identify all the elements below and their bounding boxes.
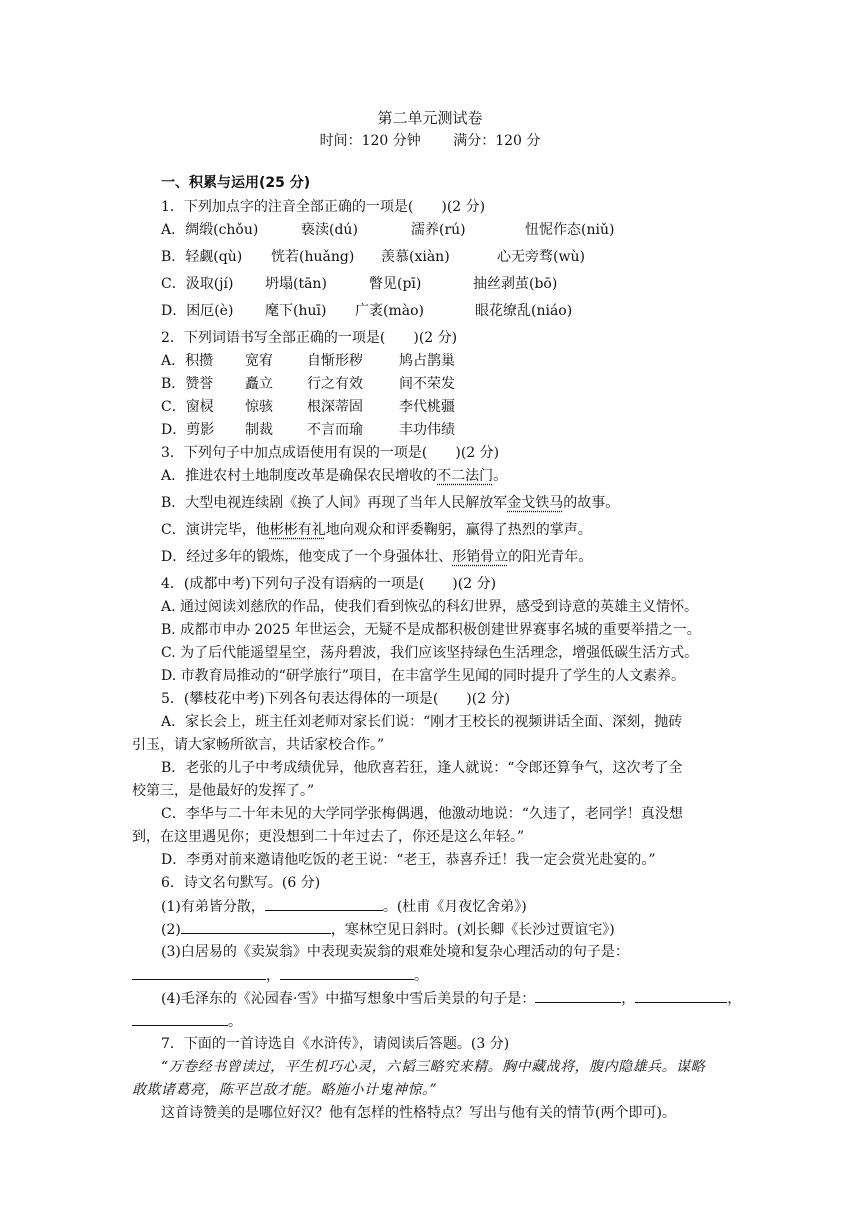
q5-option-d: D．李勇对前来邀请他吃饭的老王说：“老王，恭喜乔迁！我一定会赏光赴宴的。” [161, 852, 656, 868]
q3-stem: 3．下列句子中加点成语使用有误的一项是( )(2 分) [161, 445, 500, 461]
q1-option-b [161, 247, 585, 267]
q6-line1 [161, 896, 527, 917]
q3-c-pre: C．演讲完毕，他 [161, 522, 270, 538]
q6-l4-text: (4)毛泽东的《沁园春·雪》中描写想象中雪后美景的句子是： [161, 991, 536, 1007]
q1-a-1: A．绸缎(chǒu) [161, 222, 259, 238]
q2-option-a [161, 351, 455, 371]
q5-option-a-line1: A．家长会上，班主任刘老师对家长们说：“刚才王校长的视频讲话全面、深刻，抛砖 [161, 714, 683, 730]
q3-a-post: 。 [493, 468, 508, 484]
q3-a-pre: A．推进农村土地制度改革是确保农民增收的 [161, 468, 438, 484]
q3-c-post: 地向观众和评委鞠躬，赢得了热烈的掌声。 [325, 522, 592, 538]
q6-blank-3[interactable] [132, 965, 266, 980]
q1-d-1: D．困厄(è) [161, 303, 234, 319]
q5-option-b-line1: B．老张的儿子中考成绩优异，他欣喜若狂，逢人就说：“令郎还算争气，这次考了全 [161, 760, 683, 776]
q6-blank-5[interactable] [535, 988, 621, 1003]
exam-meta [0, 130, 860, 150]
q2-c-2: 惊骇 [245, 399, 273, 415]
q6-blank-1[interactable] [265, 896, 383, 911]
q3-b-pre: B．大型电视连续剧《换了人间》再现了当年人民解放军 [161, 495, 508, 511]
q1-option-a [161, 220, 614, 240]
q3-option-c [161, 520, 592, 540]
q6-blank-6[interactable] [635, 988, 727, 1003]
q1-d-2: 麾下(huī) [265, 303, 327, 319]
q3-d-idiom: 形销骨立 [452, 549, 509, 565]
q6-l2-post: ，寒林空见日斜时。(刘长卿《长沙过贾谊宅》) [330, 922, 615, 938]
q2-stem-text: 2．下列词语书写全部正确的一项是( )(2 分) [161, 330, 458, 346]
q1-c-4: 抽丝剥茧(bō) [473, 276, 558, 292]
q3-option-d [161, 547, 592, 567]
q4-option-c: C. 为了后代能遥望星空，荡舟碧波，我们应该坚持绿色生活理念，增强低碳生活方式。 [161, 645, 699, 661]
q1-stem: 1．下列加点字的注音全部正确的一项是( )(2 分) [161, 199, 486, 215]
q6-line3b [132, 965, 428, 986]
q1-b-3: 羡慕(xiàn) [381, 249, 450, 265]
q7-poem-line1: “万卷经书曾读过，平生机巧心灵，六韬三略究来精。胸中藏战将，腹内隐雄兵。谋略 [161, 1059, 706, 1075]
q3-a-idiom: 不二法门 [437, 468, 494, 484]
q3-c-idiom: 彬彬有礼 [269, 522, 326, 538]
q6-l4-sep1: ， [621, 991, 636, 1007]
q2-option-b [161, 374, 455, 394]
q2-c-1: C．窗棂 [161, 399, 214, 415]
q7-stem: 7．下面的一首诗选自《水浒传》，请阅读后答题。(3 分) [161, 1036, 510, 1052]
q2-c-4: 李代桃疆 [399, 399, 455, 415]
q2-a-2: 宽宥 [245, 353, 273, 369]
q1-d-4: 眼花缭乱(niáo) [475, 303, 573, 319]
q6-blank-2[interactable] [181, 919, 331, 934]
q2-b-4: 间不荣发 [399, 376, 455, 392]
q5-option-c-line1: C．李华与二十年未见的大学同学张梅偶遇，他激动地说：“久违了，老同学！真没想 [161, 806, 683, 822]
q1-c-1: C．汲取(jí) [161, 276, 234, 292]
q5-stem: 5．(攀枝花中考)下列各句表达得体的一项是( )(2 分) [161, 691, 511, 707]
q7-poem-line2: 敢欺诸葛亮，陈平岂敌才能。略施小计鬼神惊。” [132, 1082, 438, 1098]
q1-a-3: 濡养(rú) [411, 222, 466, 238]
q3-b-post: 的故事。 [563, 495, 620, 511]
q2-c-3: 根深蒂固 [307, 399, 363, 415]
q2-b-2: 矗立 [245, 376, 273, 392]
q6-l4-sep2: ， [727, 991, 742, 1007]
q3-option-a [161, 466, 507, 486]
q4-option-d: D. 市教育局推动的“研学旅行”项目，在丰富学生见闻的同时提升了学生的人文素养。 [161, 668, 685, 684]
q1-b-1: B．轻觑(qù) [161, 249, 243, 265]
q1-b-4: 心无旁骛(wù) [497, 249, 585, 265]
q5-option-c-line2: 到，在这里遇见你；更没想到二十年过去了，你还是这么年轻。” [132, 829, 525, 845]
section-heading: 一、积累与运用(25 分) [161, 175, 311, 191]
q2-b-3: 行之有效 [307, 376, 363, 392]
q6-line4b [132, 1011, 242, 1032]
q6-l1-pre: (1)有弟皆分散， [161, 899, 265, 915]
q6-l4-end: 。 [228, 1014, 242, 1030]
q6-stem: 6．诗文名句默写。(6 分) [161, 875, 321, 891]
q4-stem: 4．(成都中考)下列句子没有语病的一项是( )(2 分) [161, 576, 497, 592]
q5-option-a-line2: 引玉，请大家畅所欲言，共话家校合作。” [132, 737, 385, 753]
q2-option-c [161, 397, 455, 417]
q6-l3b-sep: ， [266, 968, 280, 984]
q6-line3: (3)白居易的《卖炭翁》中表现卖炭翁的艰难处境和复杂心理活动的句子是： [161, 944, 629, 960]
page-title: 第二单元测试卷 [377, 109, 483, 127]
q3-option-b [161, 493, 619, 513]
full-score: 满分：120 分 [453, 133, 541, 149]
q1-b-2: 恍若(huǎng) [271, 249, 355, 265]
q2-option-d [161, 420, 455, 440]
q2-d-4: 丰功伟绩 [399, 422, 455, 438]
q2-d-3: 不言而瑜 [307, 422, 363, 438]
q3-d-pre: D．经过多年的锻炼，他变成了一个身强体壮、 [161, 549, 453, 565]
q1-a-2: 亵渎(dú) [301, 222, 358, 238]
q3-d-post: 的阳光青年。 [508, 549, 593, 565]
q2-d-2: 制裁 [245, 422, 273, 438]
q6-blank-7[interactable] [132, 1011, 228, 1026]
q3-b-idiom: 金戈铁马 [507, 495, 564, 511]
q5-option-b-line2: 校第三，是他最好的发挥了。” [132, 783, 315, 799]
q6-line4 [161, 988, 741, 1009]
q2-d-1: D．剪影 [161, 422, 215, 438]
q6-line2 [161, 919, 615, 940]
q1-c-2: 坍塌(tān) [265, 276, 327, 292]
q6-l3b-end: 。 [414, 968, 428, 984]
q4-option-b: B. 成都市申办 2025 年世运会，无疑不是成都积极创建世界赛事名城的重要举措之一。 [161, 622, 701, 638]
q6-blank-4[interactable] [280, 965, 414, 980]
q1-c-3: 瞥见(pī) [369, 276, 422, 292]
q1-a-4: 忸怩作态(niǔ) [525, 222, 615, 238]
q1-d-3: 广袤(mào) [355, 303, 424, 319]
q2-a-1: A．积攒 [161, 353, 214, 369]
time-limit: 时间：120 分钟 [319, 133, 421, 149]
q4-option-a: A. 通过阅读刘慈欣的作品，使我们看到恢弘的科幻世界，感受到诗意的英雄主义情怀。 [161, 599, 699, 615]
q7-question: 这首诗赞美的是哪位好汉？他有怎样的性格特点？写出与他有关的情节(两个即可)。 [161, 1105, 676, 1121]
q2-a-3: 自惭形秽 [307, 353, 363, 369]
q6-l1-post: 。(杜甫《月夜忆舍弟》) [382, 899, 527, 915]
q2-a-4: 鸠占鹊巢 [399, 353, 455, 369]
q1-option-c [161, 274, 557, 294]
q2-b-1: B．赞誉 [161, 376, 214, 392]
q1-option-d [161, 301, 572, 321]
q6-l2-pre: (2) [161, 922, 181, 938]
